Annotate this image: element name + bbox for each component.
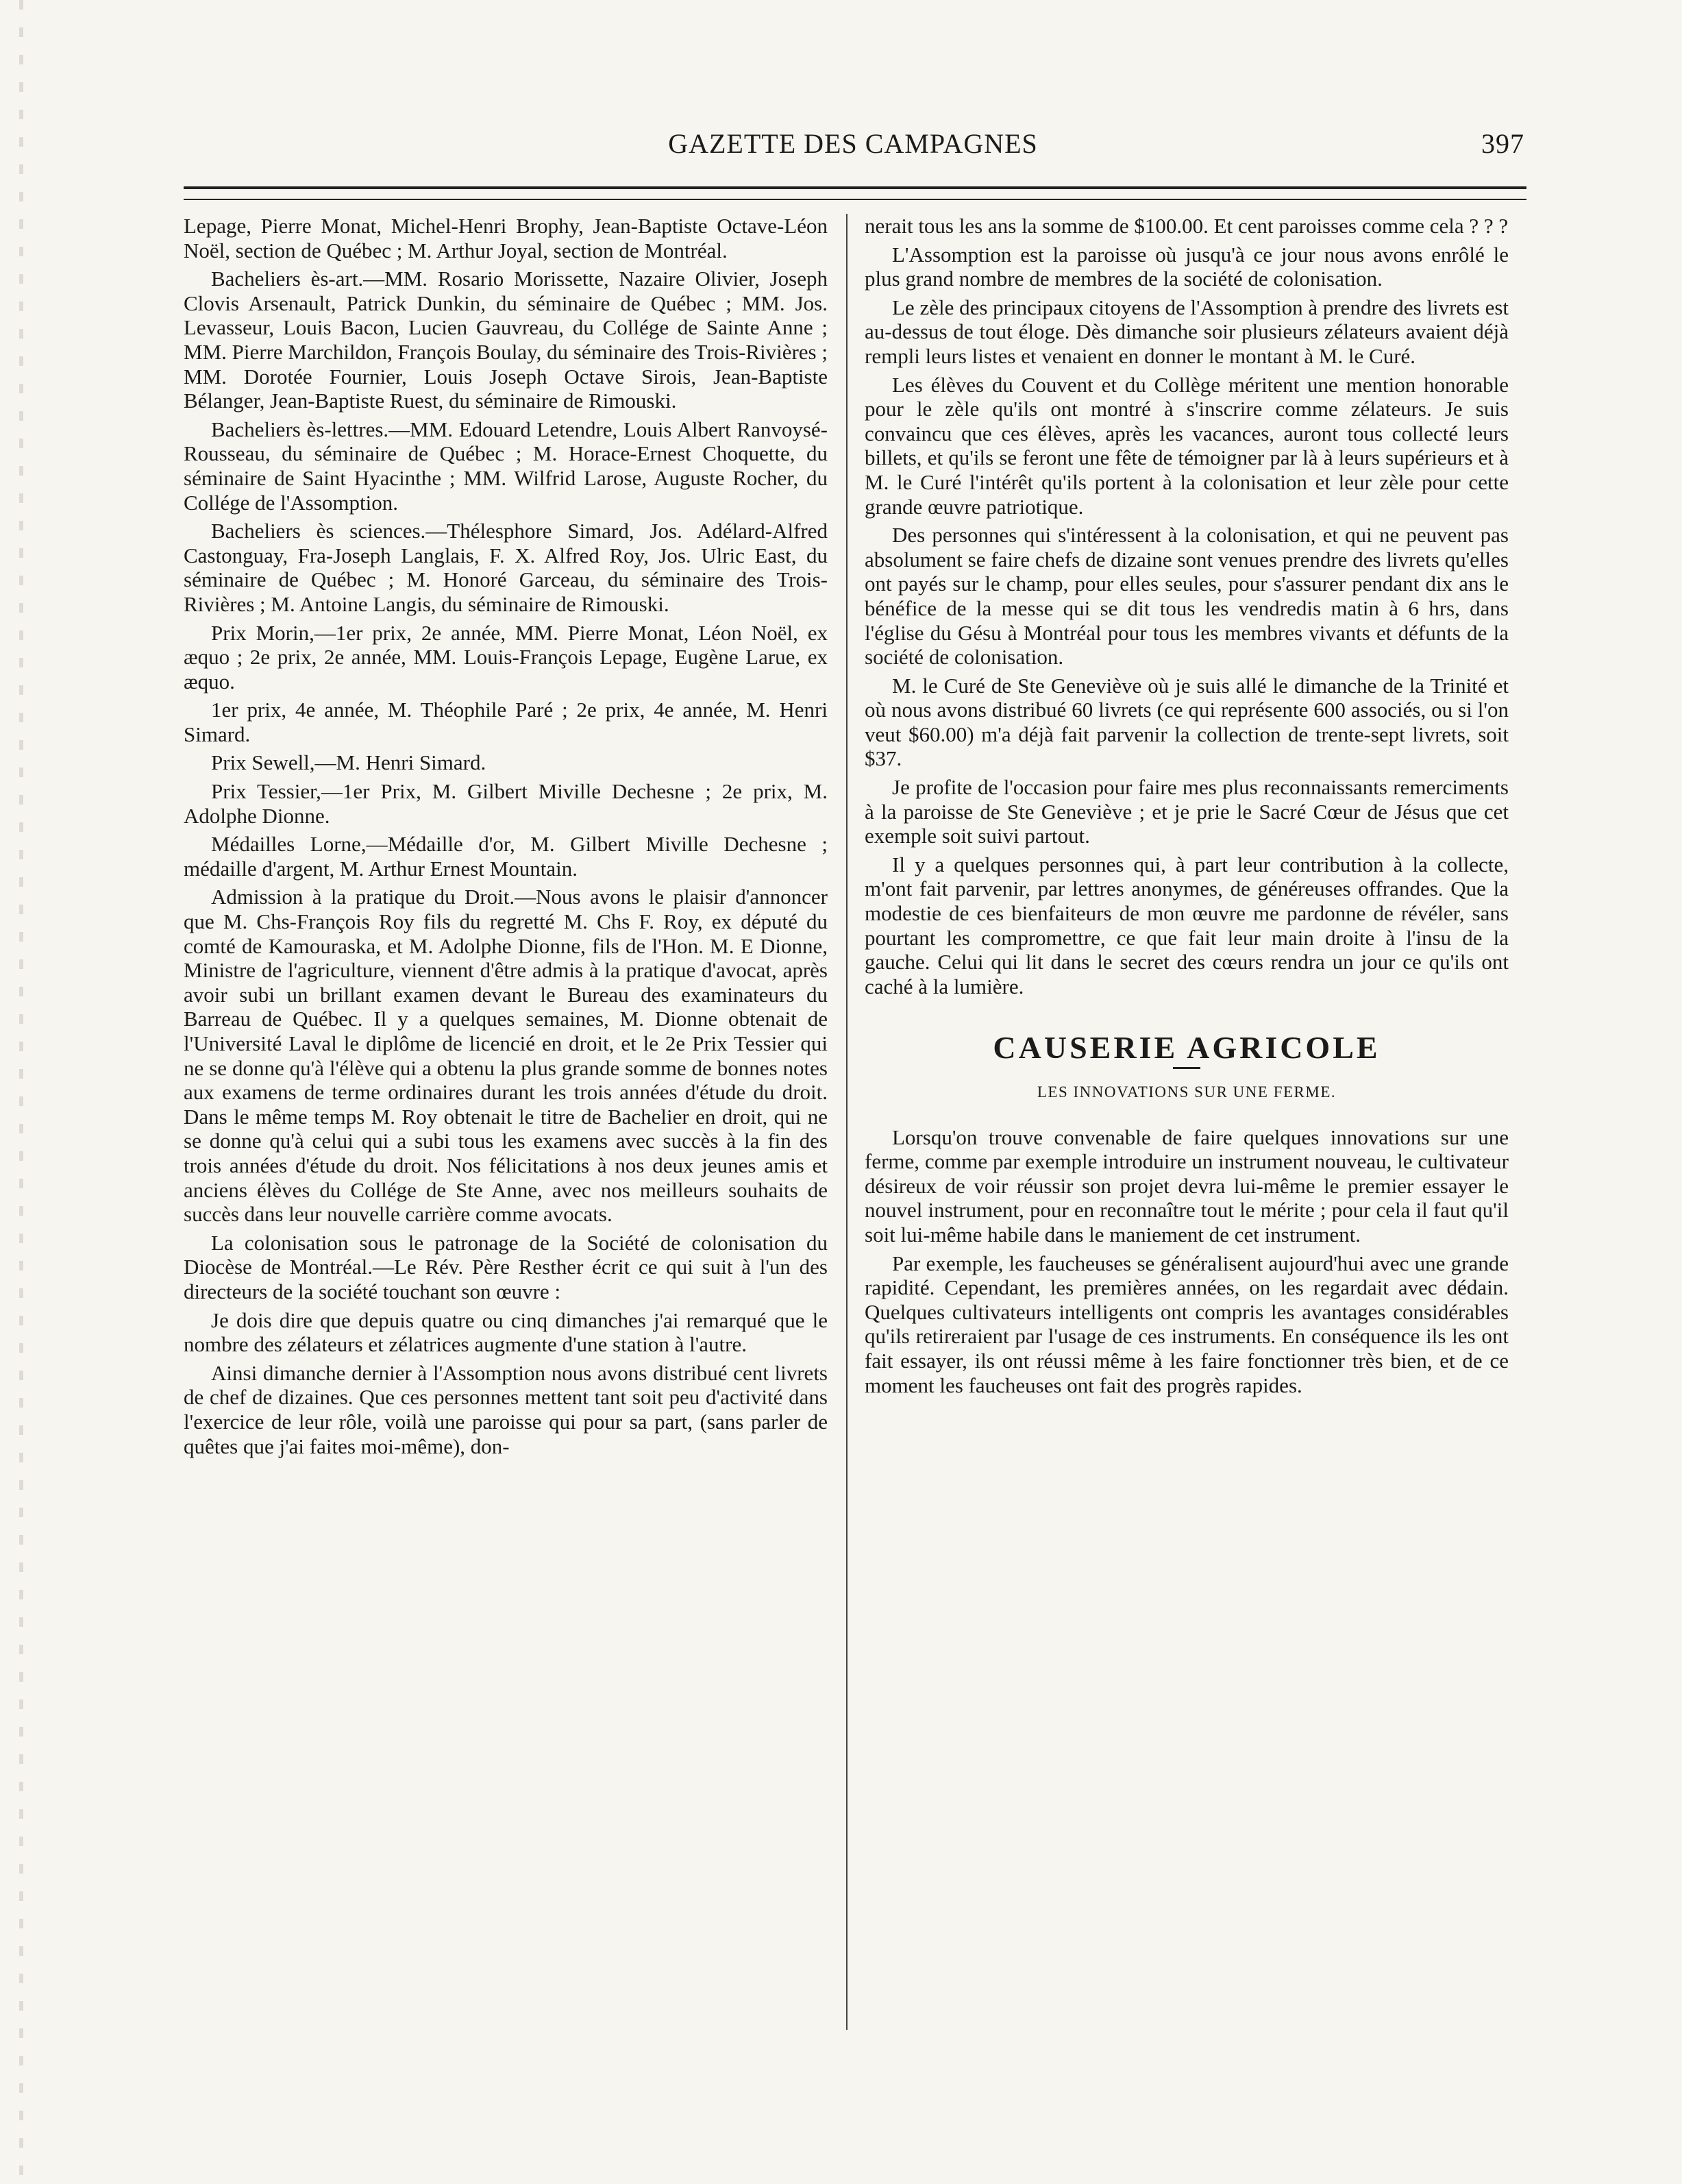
section-subtitle: LES INNOVATIONS SUR UNE FERME. bbox=[1037, 1083, 1337, 1101]
paragraph: Ainsi dimanche dernier à l'Assomption nous avons distribué cent livrets de chef de dizaines. Que ces personnes mettent tant soit peu d'activité dans l'exercice de leur rôle, voilà une paroisse qui pour sa part, (sans parler de quêtes que j'ai faites moi-même), don- bbox=[184, 1360, 828, 1458]
paragraph: Lorsqu'on trouve convenable de faire quelques innovations sur une ferme, comme par exemple introduire un instrument nouveau, le cultivateur désireux de voir réussir son projet devra lui-même le premier essayer le nouvel instrument, pour en reconnaître tout le mérite ; pour cela il faut qu'il soit lui-même habile dans le maniement de cet instrument. bbox=[865, 1125, 1509, 1247]
paragraph: Lepage, Pierre Monat, Michel-Henri Brophy, Jean-Baptiste Octave-Léon Noël, section de Québec ; M. Arthur Joyal, section de Montréal. bbox=[184, 214, 828, 262]
paragraph: Prix Morin,—1er prix, 2e année, MM. Pierre Monat, Léon Noël, ex æquo ; 2e prix, 2e année, MM. Louis-François Lepage, Eugène Larue, ex æquo. bbox=[184, 620, 828, 694]
section-title-dash bbox=[1173, 1067, 1200, 1069]
paragraph: Des personnes qui s'intéressent à la colonisation, et qui ne peuvent pas absolument se faire chefs de dizaine sont venues prendre des livrets qu'elles ont payés sur le champ, pour elles seules, pour s'assurer pendant dix ans le bénéfice de la messe qui se dit tous les vendredis matin à 6 hrs, dans l'église du Gésu à Montréal pour tous les membres vivants et défunts de la société de colonisation. bbox=[865, 523, 1509, 670]
section-title: CAUSERIE AGRICOLE bbox=[993, 1030, 1381, 1066]
paragraph: Je dois dire que depuis quatre ou cinq dimanches j'ai remarqué que le nombre des zélateurs et zélatrices augmente d'une station à l'autre. bbox=[184, 1308, 828, 1357]
column-divider bbox=[846, 214, 848, 2030]
page-number: 397 bbox=[1481, 128, 1524, 159]
paragraph: Bacheliers ès-art.—MM. Rosario Morissette, Nazaire Olivier, Joseph Clovis Arsenault, Patrick Dunkin, du séminaire de Québec ; MM. Jos. Levasseur, Louis Bacon, Lucien Gauvreau, du Collége de Sainte Anne ; MM. Pierre Marchildon, François Boulay, du séminaire des Trois-Rivières ; MM. Dorotée Fournier, Louis Joseph Octave Sirois, Jean-Baptiste Bélanger, Jean-Baptiste Ruest, du séminaire de Rimouski. bbox=[184, 267, 828, 413]
left-column bbox=[184, 214, 828, 1462]
paragraph: Bacheliers ès-lettres.—MM. Edouard Letendre, Louis Albert Ranvoysé-Rousseau, du séminaire de Québec ; M. Horace-Ernest Choquette, du séminaire de Saint Hyacinthe ; MM. Wilfrid Larose, Auguste Rocher, du Collége de l'Assomption. bbox=[184, 417, 828, 515]
right-column bbox=[865, 214, 1509, 1401]
paragraph: Prix Sewell,—M. Henri Simard. bbox=[211, 750, 486, 775]
page-edge bbox=[19, 0, 23, 2184]
paragraph: Il y a quelques personnes qui, à part leur contribution à la collecte, m'ont fait parvenir, par lettres anonymes, de généreuses offrandes. Que la modestie de ces bienfaiteurs de mon œuvre me pardonne de révéler, sans pourtant les compromettre, ce que fait leur main droite à l'insu de la gauche. Celui qui lit dans le secret des cœurs rendra un jour ce qu'ils ont caché à la lumière. bbox=[865, 852, 1509, 998]
paragraph: Admission à la pratique du Droit.—Nous avons le plaisir d'annoncer que M. Chs-François Roy fils du regretté M. Chs F. Roy, ex député du comté de Kamouraska, et M. Adolphe Dionne, fils de l'Hon. M. E Dionne, Ministre de l'agriculture, viennent d'être admis à la pratique d'avocat, après avoir subi un brillant examen devant le Bureau des examinateurs du Barreau de Québec. Il y a quelques semaines, M. Dionne obtenait de l'Université Laval le diplôme de licencié en droit, et le 2e Prix Tessier qui ne se donne qu'à l'élève qui a obtenu la plus grande somme de bonnes notes aux examens de terme ordinaires durant les trois années d'étude du droit. Dans le même temps M. Roy obtenait le titre de Bachelier en droit, qui ne se donne qu'à celui qui a subi tous les examens avec succès à la fin des trois années d'étude du droit. Nos félicitations à nos deux jeunes amis et anciens élèves du Collége de Ste Anne, avec nos meilleurs souhaits de succès dans leur nouvelle carrière comme avocats. bbox=[184, 885, 828, 1227]
paragraph: Le zèle des principaux citoyens de l'Assomption à prendre des livrets est au-dessus de tout éloge. Dès dimanche soir plusieurs zélateurs avaient déjà rempli leurs listes et venaient en donner le montant à M. le Curé. bbox=[865, 295, 1509, 368]
running-title: GAZETTE DES CAMPAGNES bbox=[668, 128, 1038, 159]
paragraph: Je profite de l'occasion pour faire mes plus reconnaissants remerciments à la paroisse de Ste Geneviève ; et je prie le Sacré Cœur de Jésus que cet exemple soit suivi partout. bbox=[865, 775, 1509, 848]
page-header bbox=[182, 123, 1524, 171]
paragraph: L'Assomption est la paroisse où jusqu'à ce jour nous avons enrôlé le plus grand nombre de membres de la société de colonisation. bbox=[865, 242, 1509, 291]
header-rule bbox=[184, 186, 1526, 200]
paragraph: M. le Curé de Ste Geneviève où je suis allé le dimanche de la Trinité et où nous avons distribué 60 livrets (ce qui représente 600 associés, ou si l'on veut $60.00) m'a déjà fait parvenir la collection de trente-sept livrets, soit $37. bbox=[865, 673, 1509, 771]
paragraph: Médailles Lorne,—Médaille d'or, M. Gilbert Miville Dechesne ; médaille d'argent, M. Arthur Ernest Mountain. bbox=[184, 832, 828, 881]
paragraph: nerait tous les ans la somme de $100.00. Et cent paroisses comme cela ? ? ? bbox=[865, 214, 1509, 238]
paragraph: Prix Tessier,—1er Prix, M. Gilbert Miville Dechesne ; 2e prix, M. Adolphe Dionne. bbox=[184, 779, 828, 828]
paragraph: La colonisation sous le patronage de la Société de colonisation du Diocèse de Montréal.—Le Rév. Père Resther écrit ce qui suit à l'un des directeurs de la société touchant son œuvre : bbox=[184, 1230, 828, 1303]
paragraph: Bacheliers ès sciences.—Thélesphore Simard, Jos. Adélard-Alfred Castonguay, Fra-Joseph Langlais, F. X. Alfred Roy, Jos. Ulric East, du séminaire de Québec ; M. Honoré Garceau, du séminaire des Trois-Rivières ; M. Antoine Langis, du séminaire de Rimouski. bbox=[184, 519, 828, 616]
paragraph: Par exemple, les faucheuses se généralisent aujourd'hui avec une grande rapidité. Cependant, les premières années, on les regardait avec dédain. Quelques cultivateurs intelligents ont compris les avantages considérables qu'ils retireraient par l'usage de ces instruments. En conséquence ils les ont fait essayer, ils ont réussi même à les faire fonctionner très bien, et de ce moment les faucheuses ont fait des progrès rapides. bbox=[865, 1251, 1509, 1397]
paragraph: Les élèves du Couvent et du Collège méritent une mention honorable pour le zèle qu'ils ont montré à s'inscrire comme zélateurs. Je suis convaincu que ces élèves, après les vacances, auront tous collecté leurs billets, et qu'ils se feront une fête de témoigner par là à leurs supérieurs et à M. le Curé l'intérêt qu'ils portent à la colonisation et leur zèle pour cette grande œuvre patriotique. bbox=[865, 372, 1509, 519]
paragraph: 1er prix, 4e année, M. Théophile Paré ; 2e prix, 4e année, M. Henri Simard. bbox=[184, 698, 828, 746]
